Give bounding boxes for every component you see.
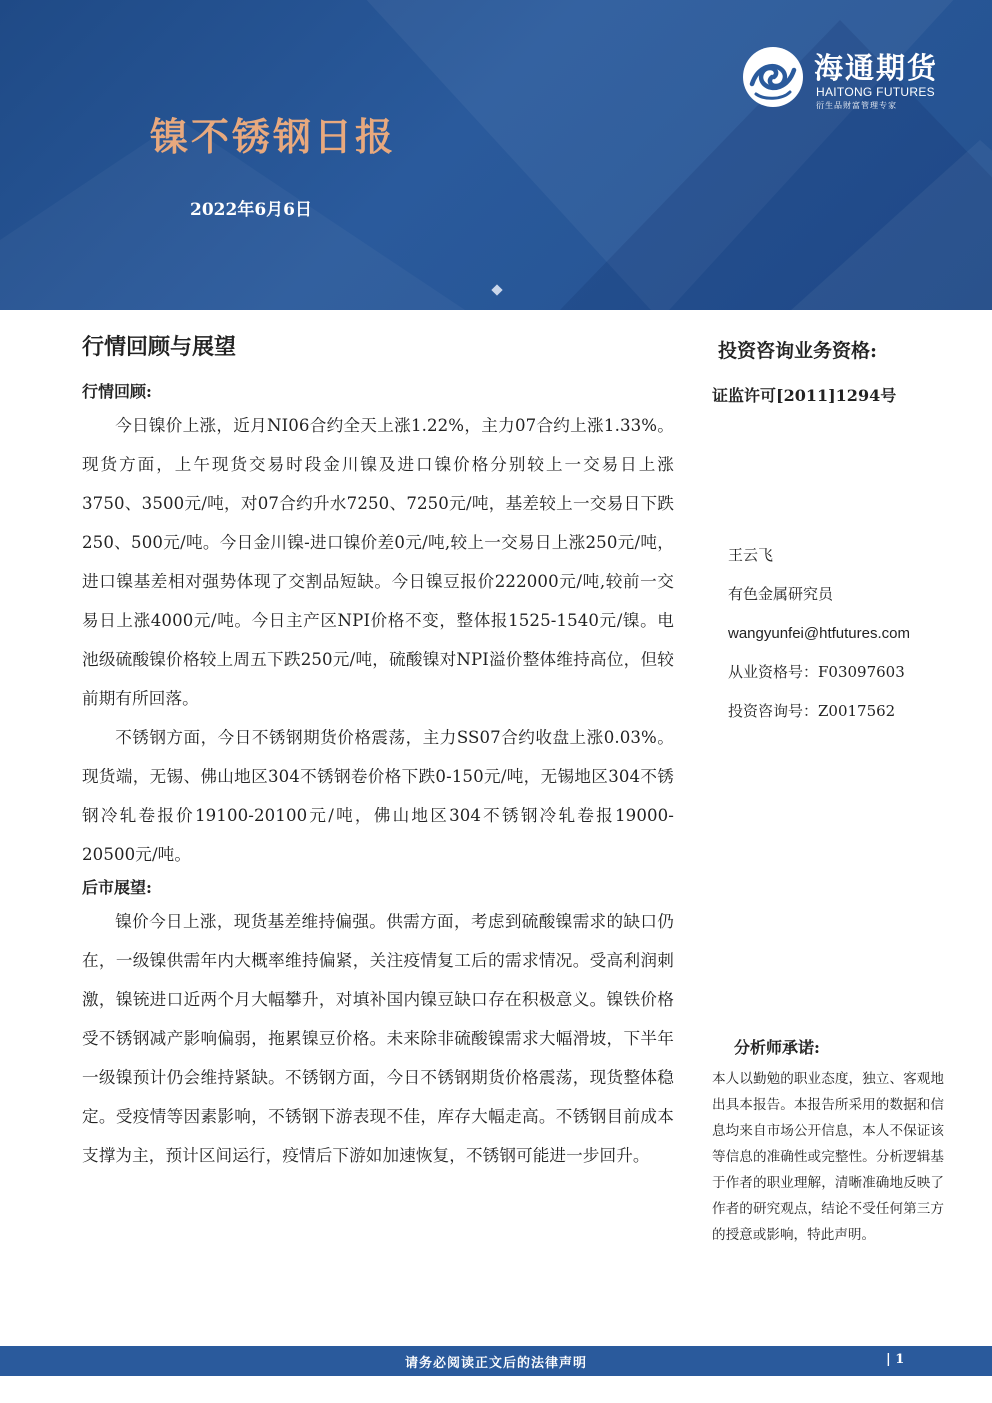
review-title: 行情回顾: <box>82 382 152 401</box>
logo-text-cn: 海通期货 <box>814 51 939 85</box>
commitment-title: 分析师承诺: <box>734 1038 820 1057</box>
footer-bar <box>0 1346 992 1376</box>
outlook-title: 后市展望: <box>82 878 152 897</box>
main-content <box>82 332 674 1175</box>
review-paragraph: 今日镍价上涨，近月NI06合约全天上涨1.22%，主力07合约上涨1.33%。现货方面，上午现货交易时段金川镍及进口镍价格分别较上一交易日上涨3750、3500元/吨，对07合约升水7250、7250元/吨，基差较上一交易日下跌250、500元/吨。今日金川镍-进口镍价差0元/吨,较上一交易日上涨250元/吨，进口镍基差相对强势体现了交割品短缺。今日镍豆报价222000元/吨,较前一交易日上涨4000元/吨。今日主产区NPI价格不变，整体报1525-1540元/镍。电池级硫酸镍价格较上周五下跌250元/吨，硫酸镍对NPI溢价整体维持高位，但较前期有所回落。 <box>82 416 674 708</box>
sidebar <box>712 332 952 408</box>
haitong-logo-icon <box>740 44 806 110</box>
logo-text-en: HAITONG FUTURES <box>816 85 935 99</box>
banner-decoration <box>780 140 992 310</box>
header-banner <box>0 0 992 310</box>
outlook-paragraph: 镍价今日上涨，现货基差维持偏强。供需方面，考虑到硫酸镍需求的缺口仍在，一级镍供需年内大概率维持偏紧，关注疫情复工后的需求情况。受高利润刺激，镍铳进口近两个月大幅攀升，对填补国内镍豆缺口存在积极意义。镍铁价格受不锈钢减产影响偏弱，拖累镍豆价格。未来除非硫酸镍需求大幅滑坡，下半年一级镍预计仍会维持紧缺。不锈钢方面，今日不锈钢期货价格震荡，现货整体稳定。受疫情等因素影响，不锈钢下游表现不佳，库存大幅走高。不锈钢目前成本支撑为主，预计区间运行，疫情后下游如加速恢复，不锈钢可能进一步回升。 <box>82 912 674 1165</box>
license-number: 证监许可[2011]1294号 <box>712 386 897 405</box>
report-date: 2022年6月6日 <box>190 200 312 220</box>
section-title: 行情回顾与展望 <box>82 334 237 360</box>
practice-cert: 从业资格号：F03097603 <box>728 663 905 681</box>
page-number: | 1 <box>886 1352 905 1367</box>
legal-notice: 请务必阅读正文后的法律声明 <box>404 1356 587 1371</box>
analyst-name: 王云飞 <box>728 546 774 564</box>
report-title: 镍不锈钢日报 <box>150 114 397 159</box>
advisory-cert: 投资咨询号：Z0017562 <box>728 702 896 720</box>
commitment-text: 本人以勤勉的职业态度，独立、客观地出具本报告。本报告所采用的数据和信息均来自市场公开信息，本人不保证该等信息的准确性或完整性。分析逻辑基于作者的职业理解，清晰准确地反映了作者的研究观点，结论不受任何第三方的授意或影响，特此声明。 <box>712 1071 944 1243</box>
analyst-info <box>728 536 958 731</box>
analyst-commitment <box>712 1036 944 1248</box>
qualification-title: 投资咨询业务资格: <box>718 340 878 362</box>
logo-tagline: 衍生品财富管理专家 <box>816 101 897 110</box>
analyst-email[interactable]: wangyunfei@htfutures.com <box>728 625 910 642</box>
analyst-role: 有色金属研究员 <box>728 585 834 603</box>
company-logo <box>740 44 950 116</box>
review-paragraph: 不锈钢方面，今日不锈钢期货价格震荡，主力SS07合约收盘上涨0.03%。现货端，无锡、佛山地区304不锈钢卷价格下跌0-150元/吨，无锡地区304不锈钢冷轧卷报价19100-20100元/吨，佛山地区304不锈钢冷轧卷报19000-20500元/吨。 <box>82 728 674 864</box>
